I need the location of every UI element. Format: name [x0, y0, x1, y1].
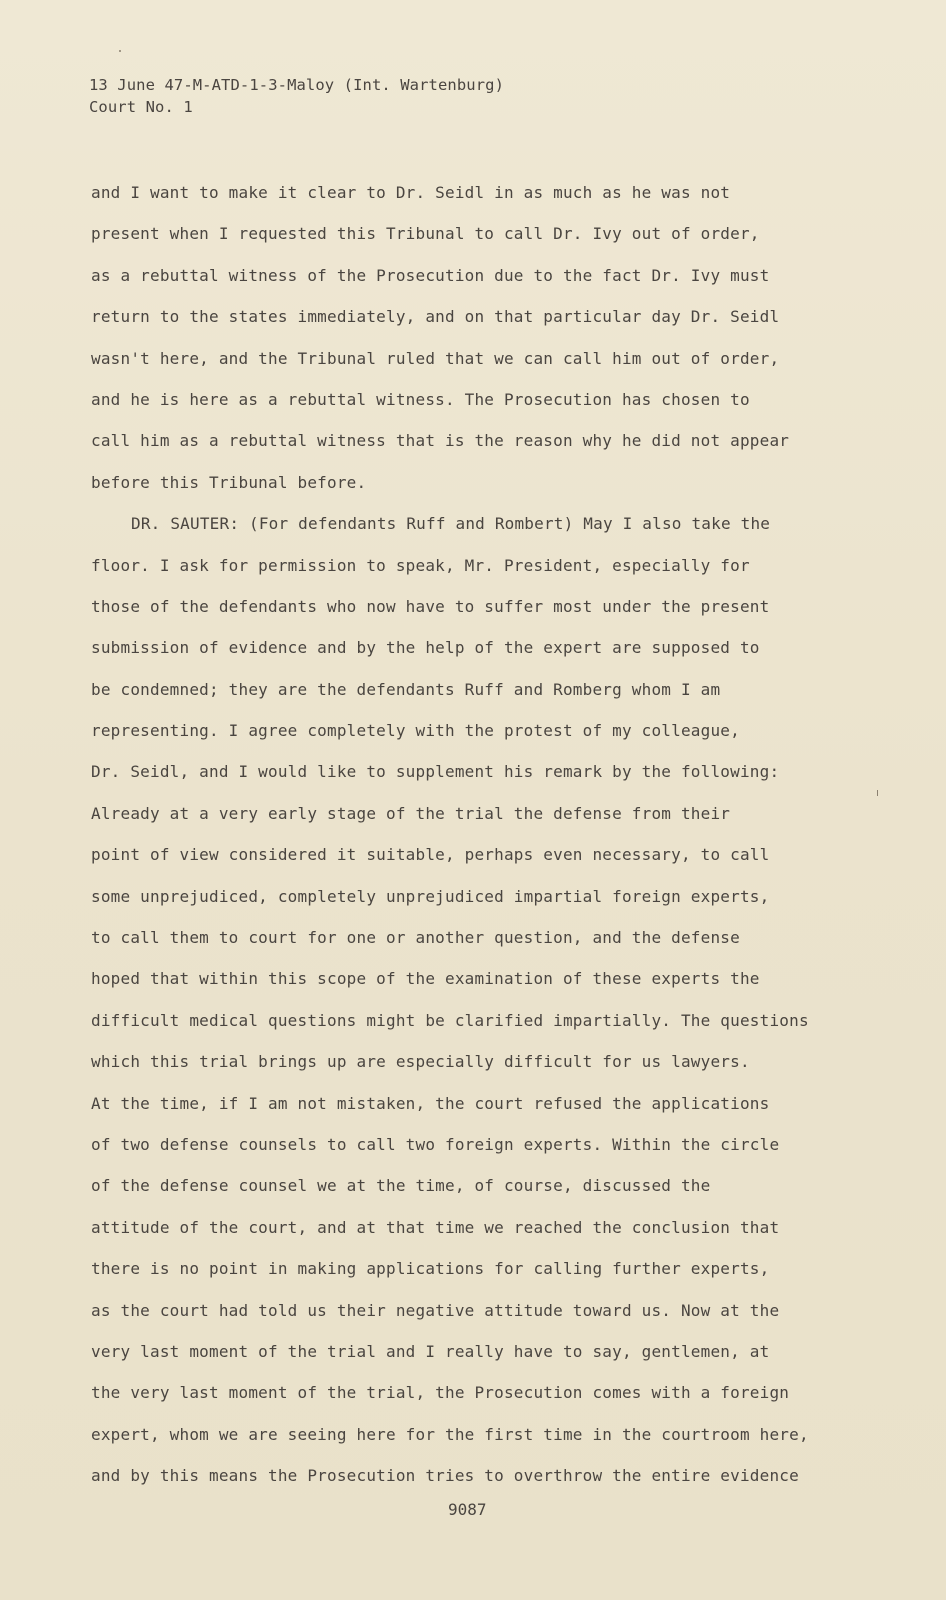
text-line: which this trial brings up are especially difficult for us lawyers. [91, 1052, 750, 1072]
text-line: difficult medical questions might be clarified impartially. The questions [91, 1010, 809, 1030]
text-line: point of view considered it suitable, perhaps even necessary, to call [91, 845, 770, 865]
paper-speck [877, 790, 878, 796]
text-line: expert, whom we are seeing here for the first time in the courtroom here, [91, 1424, 809, 1444]
text-line: Dr. Seidl, and I would like to supplement his remark by the following: [91, 762, 780, 782]
text-line: and I want to make it clear to Dr. Seidl in as much as he was not [91, 183, 731, 202]
text-line: some unprejudiced, completely unprejudiced impartial foreign experts, [91, 886, 770, 906]
text-line: and he is here as a rebuttal witness. The Prosecution has chosen to [91, 389, 750, 409]
text-line: before this Tribunal before. [91, 472, 367, 492]
text-line: of the defense counsel we at the time, of course, discussed the [91, 1176, 711, 1196]
text-line: present when I requested this Tribunal to call Dr. Ivy out of order, [91, 224, 760, 244]
text-line: those of the defendants who now have to suffer most under the present [91, 596, 770, 616]
text-line: there is no point in making applications for calling further experts, [91, 1259, 770, 1279]
document-header [89, 74, 504, 118]
paper-speck [119, 50, 121, 52]
page-number: 9087 [448, 1500, 487, 1519]
text-line: Already at a very early stage of the trial the defense from their [91, 803, 731, 823]
text-line-speaker: DR. SAUTER: (For defendants Ruff and Rombert) May I also take the [131, 514, 771, 534]
header-line-1: 13 June 47-M-ATD-1-3-Maloy (Int. Wartenburg) [89, 76, 504, 94]
text-line: be condemned; they are the defendants Ruff and Romberg whom I am [91, 679, 721, 699]
text-line: of two defense counsels to call two foreign experts. Within the circle [91, 1134, 780, 1154]
text-line: submission of evidence and by the help of the expert are supposed to [91, 638, 760, 658]
text-line: wasn't here, and the Tribunal ruled that we can call him out of order, [91, 348, 780, 368]
text-line: and by this means the Prosecution tries to overthrow the entire evidence [91, 1466, 799, 1486]
text-line: At the time, if I am not mistaken, the court refused the applications [91, 1093, 770, 1113]
text-line: representing. I agree completely with the protest of my colleague, [91, 721, 740, 741]
text-line: attitude of the court, and at that time we reached the conclusion that [91, 1217, 780, 1237]
text-line: call him as a rebuttal witness that is the reason why he did not appear [91, 431, 790, 451]
text-line: floor. I ask for permission to speak, Mr. President, especially for [91, 555, 750, 575]
text-line: the very last moment of the trial, the Prosecution comes with a foreign [91, 1383, 790, 1403]
text-line: hoped that within this scope of the examination of these experts the [91, 969, 760, 989]
text-line: very last moment of the trial and I really have to say, gentlemen, at [91, 1341, 770, 1361]
text-line: as a rebuttal witness of the Prosecution due to the fact Dr. Ivy must [91, 265, 770, 285]
transcript-body [91, 172, 851, 1497]
header-line-2: Court No. 1 [89, 98, 193, 116]
text-line: as the court had told us their negative attitude toward us. Now at the [91, 1300, 780, 1320]
text-line: to call them to court for one or another question, and the defense [91, 928, 740, 948]
text-line: return to the states immediately, and on that particular day Dr. Seidl [91, 307, 780, 327]
